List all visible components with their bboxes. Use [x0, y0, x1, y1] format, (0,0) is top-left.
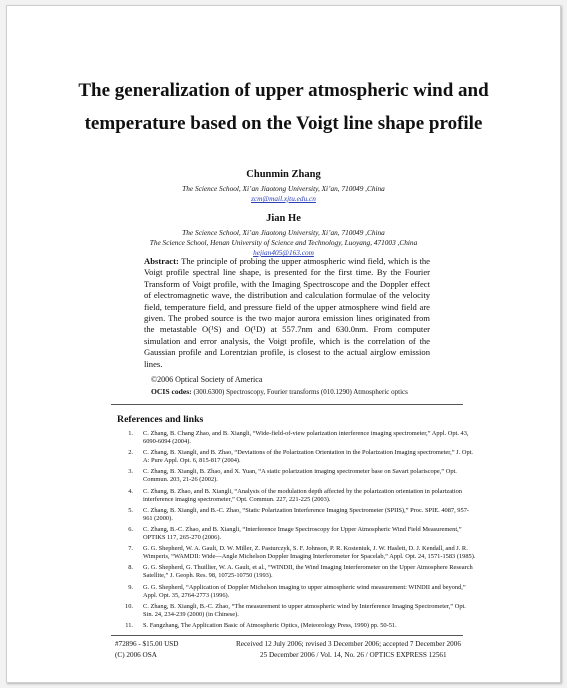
footer-article-id: #72896 - $15.00 USD	[115, 640, 179, 648]
reference-number: 7.	[128, 545, 133, 553]
ocis-text: (300.6300) Spectroscopy, Fourier transforms (010.1290) Atmospheric optics	[193, 388, 408, 396]
section-divider	[111, 404, 463, 405]
reference-item	[117, 430, 477, 446]
author-name-1: Chunmin Zhang	[246, 169, 321, 180]
abstract	[144, 256, 430, 370]
author-email-1[interactable]: zcm@mail.xjtu.edu.cn	[251, 194, 316, 203]
reference-item	[117, 468, 477, 484]
author-email-2[interactable]: hejian405@163.com	[253, 248, 314, 257]
reference-item	[117, 449, 477, 465]
reference-number: 2.	[128, 449, 133, 457]
author-email-1-wrap	[7, 194, 560, 204]
author-name-2: Jian He	[266, 213, 301, 224]
reference-text: G. G. Shepherd, “Application of Doppler Michelson imaging to upper atmospheric wind measurement: WINDII and beyond,” Appl. Opt. 35, 2764-2773 (1996).	[143, 583, 466, 599]
reference-item	[117, 507, 477, 523]
reference-item	[117, 488, 477, 504]
abstract-text: The principle of probing the upper atmospheric wind field, which is the Voigt profile spectral line shape, is presented for the first time. By the Fourier Transform of Voigt profile, with the Imaging Spectroscope and the Doppler effect of electromagnetic wave, the distribution and calculation formulae of the velocity field, temperature field, and pressure field of the upper atmosphere wind field are given. The probed source is the two major aurora emission lines originated from the metastable O(¹S) and O(¹D) at 557.7nm and 630.0nm. From computer simulation and error analysis, the Voigt profile, which is the correlation of the Gaussian profile and Lorentzian profile, is closest to the actual airglow emission lines.	[144, 256, 431, 369]
reference-item	[117, 526, 477, 542]
reference-text: C. Zhang, B. Xiangli, and B.-C. Zhao, “Static Polarization Interference Imaging Spectrometer (SPIIS),” Proc. SPIE. 4087, 957-961 (2000).	[143, 506, 470, 522]
references-list	[117, 430, 477, 633]
author-affiliation-1: The Science School, Xi’an Jiaotong University, Xi’an, 710049 ,China	[182, 184, 385, 193]
reference-text: C. Zhang, B. Xiangli, and B. Zhao, “Deviations of the Polarization Orientation in the Polarization Imaging spectrometer,” J. Opt. A: Pure Appl. Opt. 6, 815-817 (2004).	[143, 449, 474, 465]
ocis-label: OCIS codes:	[151, 387, 192, 396]
reference-item	[117, 564, 477, 580]
abstract-label: Abstract:	[144, 256, 179, 266]
paper-title: The generalization of upper atmospheric wind and temperature based on the Voigt line shape profile	[78, 80, 489, 134]
reference-text: G. G. Shepherd, W. A. Gault, D. W. Miller, Z. Pasturczyk, S. F. Johnson, P. R. Kosteniuk, J. W. Haslett, D. J. Kendall, and J. R. Wimperis, “WAMDII: Wide—Angle Michelson Doppler Imaging Interferometer for Spacelab,” Appl. Opt. 24, 1571-1583 (1985).	[143, 545, 476, 561]
reference-text: C. Zhang, B. Zhao, and B. Xiangli, “Analysis of the modulation depth affected by the polarization orientation in polarization interference imaging spectrometer,” Opt. Commun. 227, 221-225 (2003).	[143, 487, 462, 503]
reference-item	[117, 622, 477, 630]
reference-text: G. G. Shepherd, G. Thuillier, W. A. Gault, et al., “WINDII, the Wind Imaging Interferometer on the Upper Atmosphere Research Satellite,” J. Geoph. Res. 98, 10725-10750 (1993).	[143, 564, 473, 580]
footer-osa: (C) 2006 OSA	[115, 651, 157, 659]
reference-text: C. Zhang, B. Xiangli, B. Zhao, and X. Yuan, “A static polarization imaging spectrometer base on Savart polariscope,” Opt. Commun. 203, 21-26 (2002).	[143, 468, 457, 484]
reference-text: S. Fangzhang, The Application Basic of Atmospheric Optics, (Meteorology Press, 1990) pp. 50-51.	[143, 622, 397, 630]
ocis-codes	[151, 387, 408, 396]
references-heading: References and links	[117, 414, 204, 425]
reference-number: 9.	[128, 583, 133, 591]
author-affiliation-2a: The Science School, Xi’an Jiaotong University, Xi’an, 710049 ,China	[182, 228, 385, 237]
reference-number: 11.	[125, 622, 133, 630]
reference-number: 8.	[128, 564, 133, 572]
copyright-notice: ©2006 Optical Society of America	[151, 375, 263, 384]
reference-item	[117, 603, 477, 619]
reference-number: 5.	[128, 506, 133, 514]
reference-text: C. Zhang, B. Xiangli, B.-C. Zhao, “The measurement to upper atmospheric wind by Interference Imaging Spectrometer,” Opt. Sin. 24, 234-239 (2000) (in Chinese).	[143, 602, 466, 618]
reference-number: 3.	[128, 468, 133, 476]
reference-number: 1.	[128, 430, 133, 437]
reference-item	[117, 545, 477, 561]
reference-number: 6.	[128, 526, 133, 534]
reference-number: 10.	[125, 602, 133, 610]
footer-received: Received 12 July 2006; revised 3 December 2006; accepted 7 December 2006	[236, 640, 461, 648]
reference-text: C. Zhang, B.-C. Zhao, and B. Xiangli, “Interference Image Spectroscopy for Upper Atmospheric Wind Field Measurement,” OPTIKS 117, 265-270 (2006).	[143, 526, 462, 541]
footer-issue: 25 December 2006 / Vol. 14, No. 26 / OPTICS EXPRESS 12561	[260, 651, 447, 659]
footer-divider	[111, 635, 463, 636]
author-affiliation-2b: The Science School, Henan University of Science and Technology, Luoyang, 471003 ,China	[149, 238, 418, 247]
reference-text: C. Zhang, B. Chang Zhao, and B. Xiangli, “Wide-field-of-view polarization interference imaging spectrometer,” Appl. Opt. 43, 6090-6094 (2004).	[143, 430, 469, 445]
reference-item	[117, 584, 477, 600]
paper-page	[6, 5, 561, 683]
reference-number: 4.	[128, 487, 133, 495]
